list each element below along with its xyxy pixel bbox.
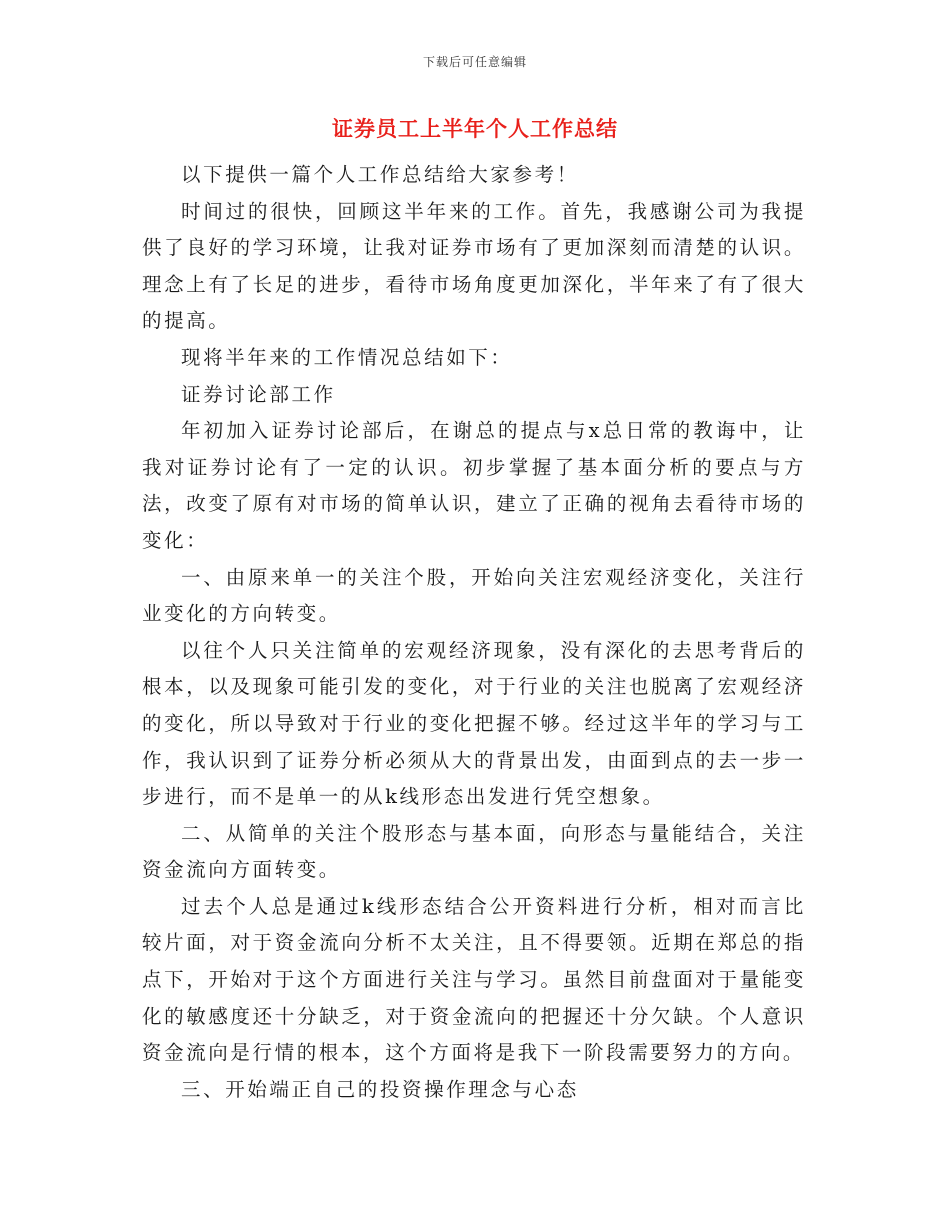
- point-one-heading: 一、由原来单一的关注个股，开始向关注宏观经济变化，关注行业变化的方向转变。: [142, 565, 806, 626]
- point-three-heading: 三、开始端正自己的投资操作理念与心态: [181, 1077, 579, 1101]
- paragraph-summary-lead: 现将半年来的工作情况总结如下：: [181, 345, 513, 369]
- paragraph-intro: 以下提供一篇个人工作总结给大家参考！: [181, 163, 579, 186]
- section-heading: 证券讨论部工作: [181, 382, 336, 406]
- header-note: 下载后可任意编辑: [422, 55, 527, 69]
- point-two-heading: 二、从简单的关注个股形态与基本面，向形态与量能结合，关注资金流向方面转变。: [142, 821, 806, 882]
- paragraph-point-two: 过去个人总是通过k线形态结合公开资料进行分析，相对而言比较片面，对于资金流向分析不太关注，且不得要领。近期在郑总的指点下，开始对于这个方面进行关注与学习。虽然目前盘面对于量能变化的敏感度还十分缺乏，对于资金流向的把握还十分欠缺。个人意识资金流向是行情的根本，这个方面将是我下一阶段需要努力的方向。: [142, 894, 806, 1065]
- document-body: [142, 157, 806, 1108]
- paragraph-point-one: 以往个人只关注简单的宏观经济现象，没有深化的去思考背后的根本，以及现象可能引发的变化，对于行业的关注也脱离了宏观经济的变化，所以导致对于行业的变化把握不够。经过这半年的学习与工作，我认识到了证券分析必须从大的背景出发，由面到点的去一步一步进行，而不是单一的从k线形态出发进行凭空想象。: [142, 638, 806, 809]
- paragraph-opening: 时间过的很快，回顾这半年来的工作。首先，我感谢公司为我提供了良好的学习环境，让我对证券市场有了更加深刻而清楚的认识。理念上有了长足的进步，看待市场角度更加深化，半年来了有了很大的提高。: [142, 199, 806, 333]
- document-title: 证券员工上半年个人工作总结: [332, 116, 618, 141]
- paragraph-section-intro: 年初加入证券讨论部后，在谢总的提点与x总日常的教诲中，让我对证券讨论有了一定的认识。初步掌握了基本面分析的要点与方法，改变了原有对市场的简单认识，建立了正确的视角去看待市场的变化：: [142, 419, 806, 552]
